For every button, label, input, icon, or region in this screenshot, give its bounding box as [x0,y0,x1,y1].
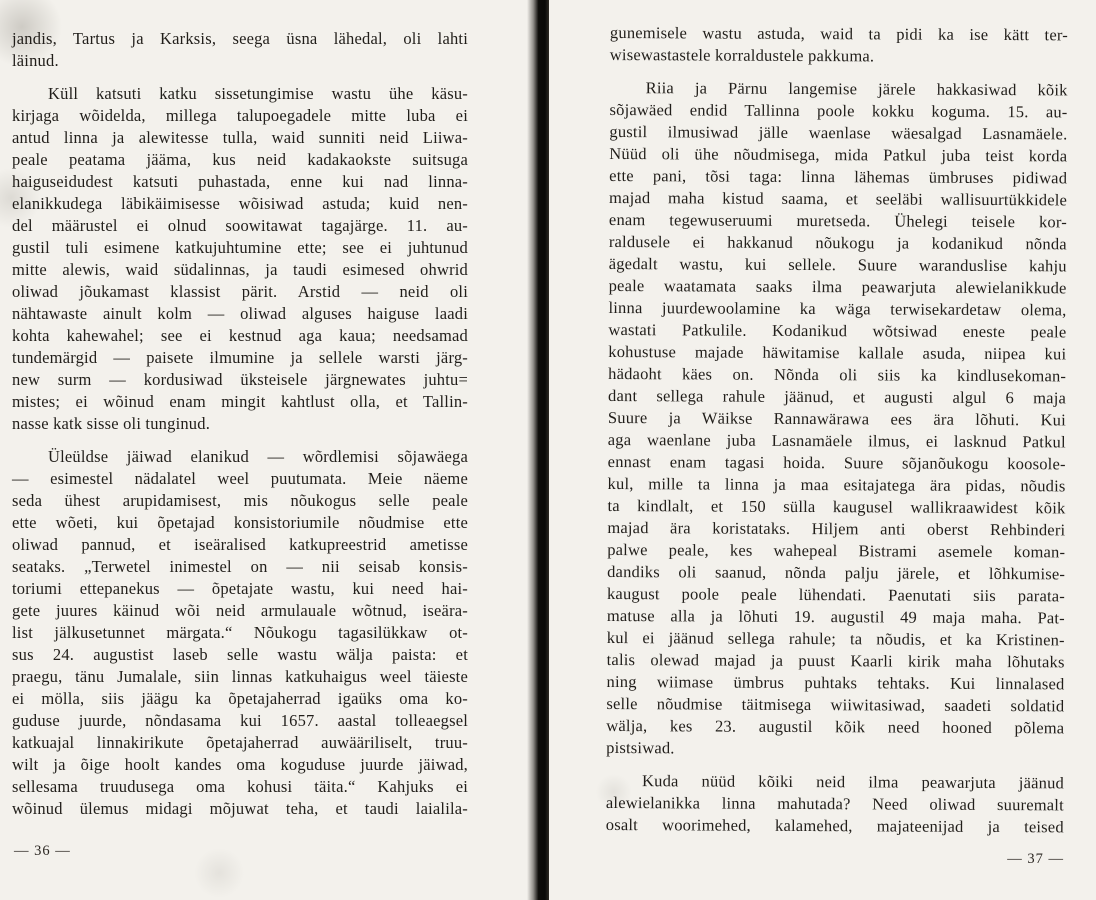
paragraph [606,770,1064,838]
text-line: selle nõudmise täitmisega wiiwitasiwad, saadeti soldatid [606,693,1065,716]
text-line: gete juures käinud wõi neid armulauale wõtnud, iseära- [12,601,468,620]
text-line: peale waatamata saaks ilma peawarjuta alewielanikkude [608,275,1067,298]
text-line: katkuajal linnakirikute õpetajaherrad auwääriliselt, truu- [12,733,468,752]
text-line: antud linna ja alewitesse tulla, waid sunniti neid Liiwa- [12,128,468,147]
text-line: ning wiimase ümbrus puhtaks tehtaks. Kui linnalased [606,671,1065,694]
text-line: mistes; ei wõinud enam mingit kahtlust olla, et Tallin- [12,392,468,411]
text-line: kohta kahewahel; see ei kestnud aga kaua; needsamad [12,326,468,345]
text-line: sõjawäed endid Tallinna poole kokku koguma. 15. au- [609,99,1068,122]
text-line: majad maha kistud saama, et seeläbi wallisuurtükkidele [609,187,1068,210]
text-line: matuse alla ja lõhuti 19. augustil 49 maja maha. Pat- [606,605,1065,628]
text-line: Küll katsuti katku sissetungimise wastu ühe käsu- [48,84,468,103]
text-line: dandiks oli saanud, nõnda palju järele, et lõhkumise- [607,561,1066,584]
text-line: guduse juurde, nõndasama kui 1657. aastal tolleaegsel [12,711,468,730]
text-line: peale peatama jääma, kus neid kadakaokste suitsuga [12,150,468,169]
text-line: tundemärgid — paisete ilmumine ja sellele warsti järg- [12,348,468,367]
text-line: jandis, Tartus ja Karksis, seega üsna lähedal, oli lahti [12,29,468,48]
text-line: palwe peale, kes wahepeal Bistrami asemele koman- [607,539,1066,562]
text-line: kul, mille ta linna ja maa esitajatega ära pidas, nõudis [607,473,1066,496]
text-line: ette wõeti, kui õpetajad konsistoriumile nõudmise ette [12,513,468,532]
text-line: new surm — kordusiwad üksteisele järgnewates juhtu= [12,370,468,389]
text-line: gustil ilmusiwad jälle waenlase wäesalgad Lasnamäele. [609,121,1068,144]
text-line: wilt ja õige hoolt kandes oma koguduse juurde jäiwad, [12,755,468,774]
text-line: alewielanikka linna mahutada? Need oliwad suuremalt [605,792,1064,815]
text-line: kirjaga wõidelda, millega talupoegadele mitte luba ei [12,106,468,125]
book-gutter [527,0,549,900]
text-line: wastati Patkulile. Kodanikud wõtsiwad eneste peale [608,319,1067,342]
left-page-text [12,28,468,820]
text-line: pistsiwad. [606,737,675,758]
text-line: elanikkudega läbikäimisesse wõisiwad astuda; kuid nen- [12,194,468,213]
text-line: kul ei jäänud sellega rahule; ta nõudis, et ka Kristinen- [606,627,1065,650]
text-line: seda ühest arupidamisest, mis nõukogus selle peale [12,491,468,510]
paragraph [12,83,468,435]
text-line: majad ära koristataks. Hiljem anti oberst Rehbinderi [607,517,1066,540]
text-line: mitte alewis, waid südalinnas, ja taudi esimesed ohwrid [12,260,468,279]
text-line: ennast enam tagasi hoida. Suure sõjanõukogu koosole- [607,451,1066,474]
text-line: raldusele ei hakkanud nõukogu ja kodanikud nõnda [608,231,1067,254]
text-line: ta kindlalt, et 150 sülla kaugusel wallikraawidest kõik [607,495,1066,518]
right-page [549,0,1096,900]
text-line: ei mölla, siis jäägu ka õpetajaherrad igaüks oma ko- [12,689,468,708]
text-line: — esimestel nädalatel weel puutumata. Meie näeme [12,469,468,488]
text-line: Kuda nüüd kõiki neid ilma peawarjuta jäänud [641,771,1065,793]
text-line: kohustuse majade häwitamise kallale asuda, niipea kui [608,341,1067,364]
text-line: ägedalt wastu, kui sellele. Suure waranduslise kahju [608,253,1067,276]
text-line: Nüüd oli ühe nõudmisega, mida Patkul juba teist korda [609,143,1068,166]
right-page-number: — 37 — [1007,851,1064,867]
text-line: oliwad jõukamast klassist pärit. Arstid — neid oli [12,282,468,301]
text-line: praegu, tänu Jumalale, siin linnas katkuhaigus weel täieste [12,667,468,686]
text-line: del määrustel ei olnud soowitawat tagajärge. 11. au- [12,216,468,235]
paragraph [610,22,1068,68]
paragraph [12,446,468,820]
text-line: toriumi ettepanekus — õpetajate wastu, kui need hai- [12,579,468,598]
paragraph [12,28,468,72]
text-line: kaugust poole peale lühendati. Paenutati siis parata- [606,583,1066,606]
text-line: hädaoht käes on. Nõnda oli siis ka kindlusekoman- [608,363,1067,386]
text-line: Riia ja Pärnu langemise järele hakkasiwad kõik [645,78,1068,100]
left-page-number: — 36 — [14,843,71,859]
text-line: enam tegewuseruumi muretseda. Ühelegi teisele kor- [608,209,1068,232]
text-line: wälja, kes 23. augustil kõik need hooned põlema [606,715,1065,738]
text-line: läinud. [12,51,59,70]
paragraph [606,77,1068,761]
text-line: Suure ja Wäikse Rannawärawa ees ära lõhuti. Kui [607,407,1066,430]
text-line: gustil tuli esimene katkujuhtumine ette; see ei juhtunud [12,238,468,257]
text-line: gunemisele wastu astuda, waid ta pidi ka ise kätt ter- [609,22,1068,45]
text-line: haiguseidudest katsuti puhastada, enne kui nad linna- [12,172,468,191]
text-line: wisewastastele korraldustele pakkuma. [609,44,875,66]
text-line: list jälkusetunnet märgata.“ Nõukogu tagasilükkaw ot- [12,623,468,642]
text-line: aga waenlane juba Lasnamäele ilmus, ei lasknud Patkul [607,429,1066,452]
text-line: sus 24. augustist laseb selle wastu wälja paista: et [12,645,468,664]
text-line: osalt woorimehed, kalamehed, majateenijad ja teised [605,814,1064,837]
text-line: linna juurdewoolamine ka wäga terwisekardetaw olema, [608,297,1067,320]
left-page [0,0,529,900]
text-line: sellesama truudusega oma kohusi täita.“ Kahjuks ei [12,777,468,796]
text-line: oliwad pannud, et iseäralised katkupreestrid ametisse [12,535,468,554]
text-line: Üleüldse jäiwad elanikud — wõrdlemisi sõjawäega [48,447,468,466]
text-line: seataks. „Terwetel inimestel on — nii seisab konsis- [12,557,468,576]
text-line: wõinud ülemus midagi mõjuwat teha, et taudi laialila- [12,799,468,818]
text-line: nasse katk sisse oli tunginud. [12,414,211,433]
text-line: ette pani, tõsi taga: linna lähemas ümbruses pidiwad [609,165,1068,188]
text-line: talis olewad majad ja puust Kaarli kirik maha lõhutaks [606,649,1065,672]
text-line: nähtawaste ainult kolm — oliwad alguses haiguse laadi [12,304,468,323]
right-page-text [606,22,1068,838]
text-line: dant sellega rahule jäänud, et augusti algul 6 maja [607,385,1067,408]
